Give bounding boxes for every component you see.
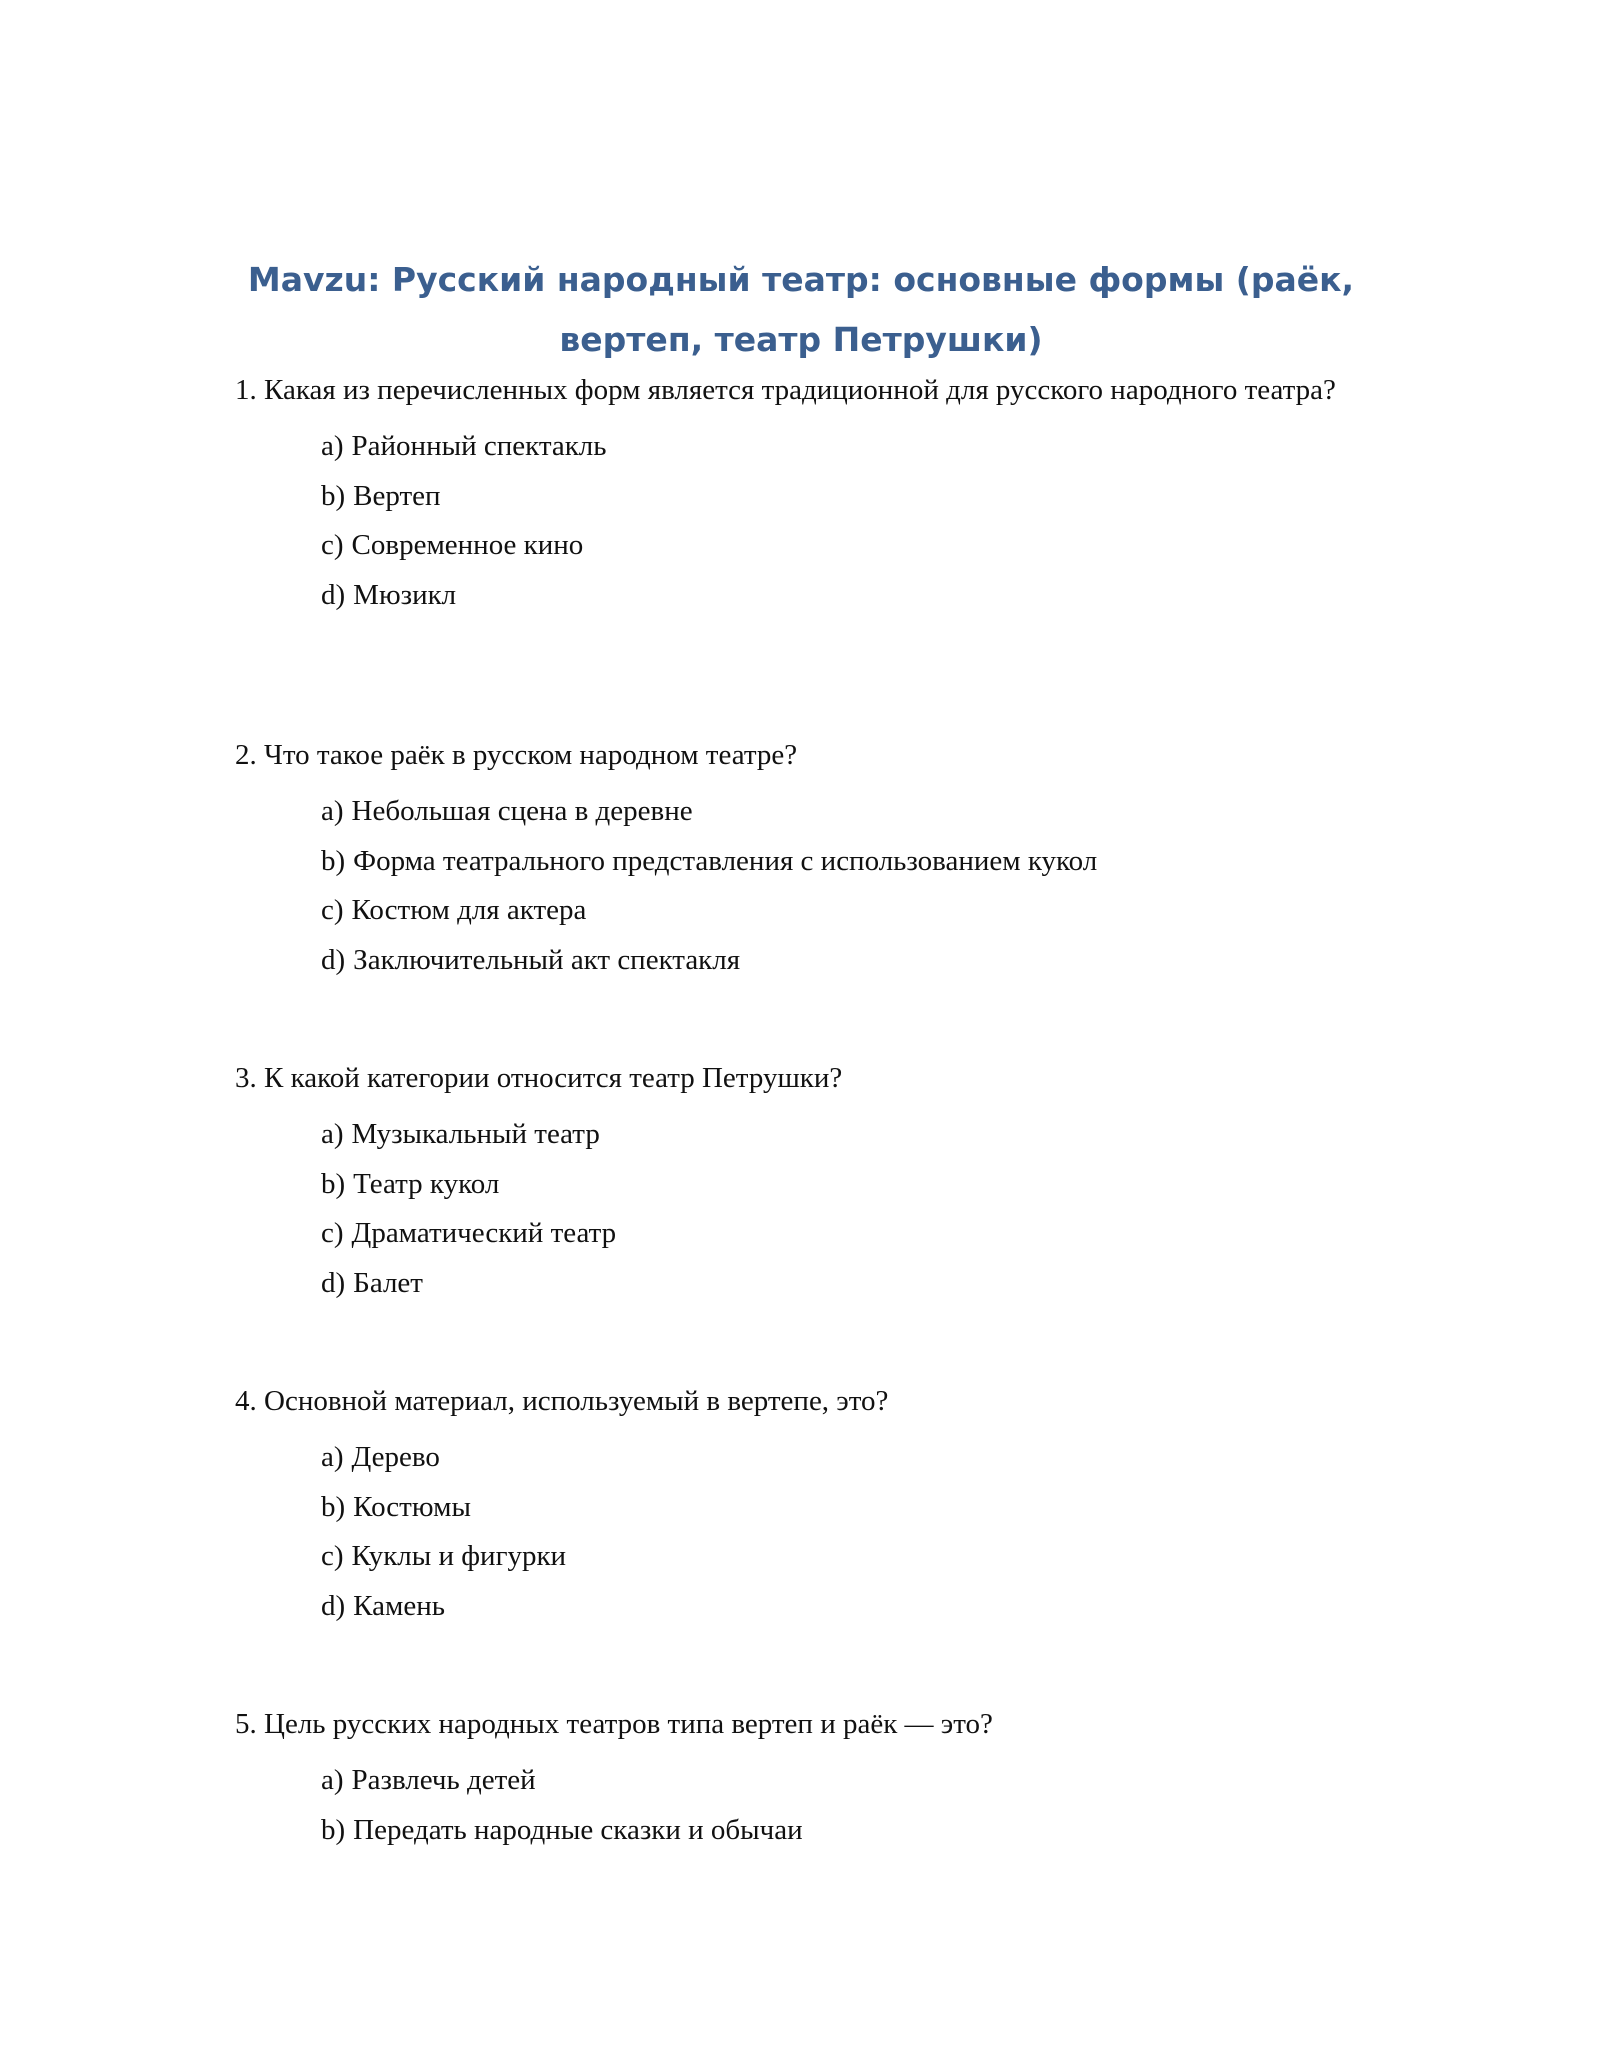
option-text: Балет [353, 1266, 423, 1299]
option-marker: b) [321, 1167, 346, 1200]
answer-option-c [235, 1532, 1365, 1582]
option-text: Драматический театр [351, 1217, 617, 1249]
answer-options [235, 1110, 1365, 1308]
answer-option-b [235, 1806, 1365, 1856]
option-text: Форма театрального представления с использованием кукол [353, 844, 1098, 877]
option-marker: c) [321, 529, 344, 561]
option-marker: d) [321, 943, 346, 976]
option-text: Современное кино [351, 529, 584, 561]
option-marker: b) [321, 1490, 346, 1523]
option-marker: a) [321, 1764, 344, 1796]
question-4 [235, 1381, 1365, 1631]
option-text: Камень [353, 1589, 445, 1622]
option-text: Дерево [351, 1441, 440, 1473]
answer-options [235, 787, 1365, 985]
document-title: Mavzu: Русский народный театр: основные формы (раёк, вертеп, театр Петрушки) [247, 260, 1355, 359]
question-5 [235, 1704, 1365, 1855]
answer-option-d [235, 571, 1365, 621]
answer-option-a [235, 1433, 1365, 1483]
option-text: Небольшая сцена в деревне [351, 795, 693, 827]
question-text: 1. Какая из перечисленных форм является традиционной для русского народного театра? [235, 374, 1336, 406]
option-marker: c) [321, 1217, 344, 1249]
answer-options [235, 1756, 1365, 1855]
option-text: Районный спектакль [351, 430, 607, 462]
option-marker: a) [321, 1441, 344, 1473]
option-marker: b) [321, 479, 346, 512]
option-marker: a) [321, 430, 344, 462]
option-marker: d) [321, 1589, 346, 1622]
answer-option-a [235, 422, 1365, 472]
answer-option-a [235, 1756, 1365, 1806]
answer-option-b [235, 472, 1365, 522]
option-marker: b) [321, 1813, 346, 1846]
option-text: Развлечь детей [351, 1764, 536, 1796]
option-marker: d) [321, 1266, 346, 1299]
answer-option-c [235, 521, 1365, 571]
answer-option-a [235, 1110, 1365, 1160]
question-text: 5. Цель русских народных театров типа вертеп и раёк — это? [235, 1708, 993, 1740]
answer-options [235, 422, 1365, 620]
question-3 [235, 1058, 1365, 1308]
option-marker: d) [321, 578, 346, 611]
answer-option-b [235, 837, 1365, 887]
option-marker: a) [321, 795, 344, 827]
option-marker: c) [321, 894, 344, 926]
option-text: Вертеп [353, 479, 441, 512]
answer-options [235, 1433, 1365, 1631]
option-marker: a) [321, 1118, 344, 1150]
option-text: Костюм для актера [351, 894, 587, 926]
option-text: Театр кукол [353, 1167, 500, 1200]
option-text: Костюмы [353, 1490, 471, 1523]
answer-option-c [235, 1209, 1365, 1259]
option-text: Мюзикл [353, 578, 457, 611]
answer-option-b [235, 1483, 1365, 1533]
answer-option-d [235, 1582, 1365, 1632]
option-marker: c) [321, 1540, 344, 1572]
question-text: 2. Что такое раёк в русском народном театре? [235, 739, 798, 771]
option-text: Музыкальный театр [351, 1118, 600, 1150]
option-text: Заключительный акт спектакля [353, 943, 741, 976]
answer-option-a [235, 787, 1365, 837]
question-1 [235, 370, 1365, 620]
answer-option-d [235, 1259, 1365, 1309]
answer-option-b [235, 1160, 1365, 1210]
question-text: 4. Основной материал, используемый в вертепе, это? [235, 1385, 889, 1417]
question-2 [235, 735, 1365, 985]
option-text: Куклы и фигурки [351, 1540, 567, 1572]
option-text: Передать народные сказки и обычаи [353, 1813, 803, 1846]
question-text: 3. К какой категории относится театр Петрушки? [235, 1062, 843, 1094]
option-marker: b) [321, 844, 346, 877]
answer-option-d [235, 936, 1365, 986]
answer-option-c [235, 886, 1365, 936]
